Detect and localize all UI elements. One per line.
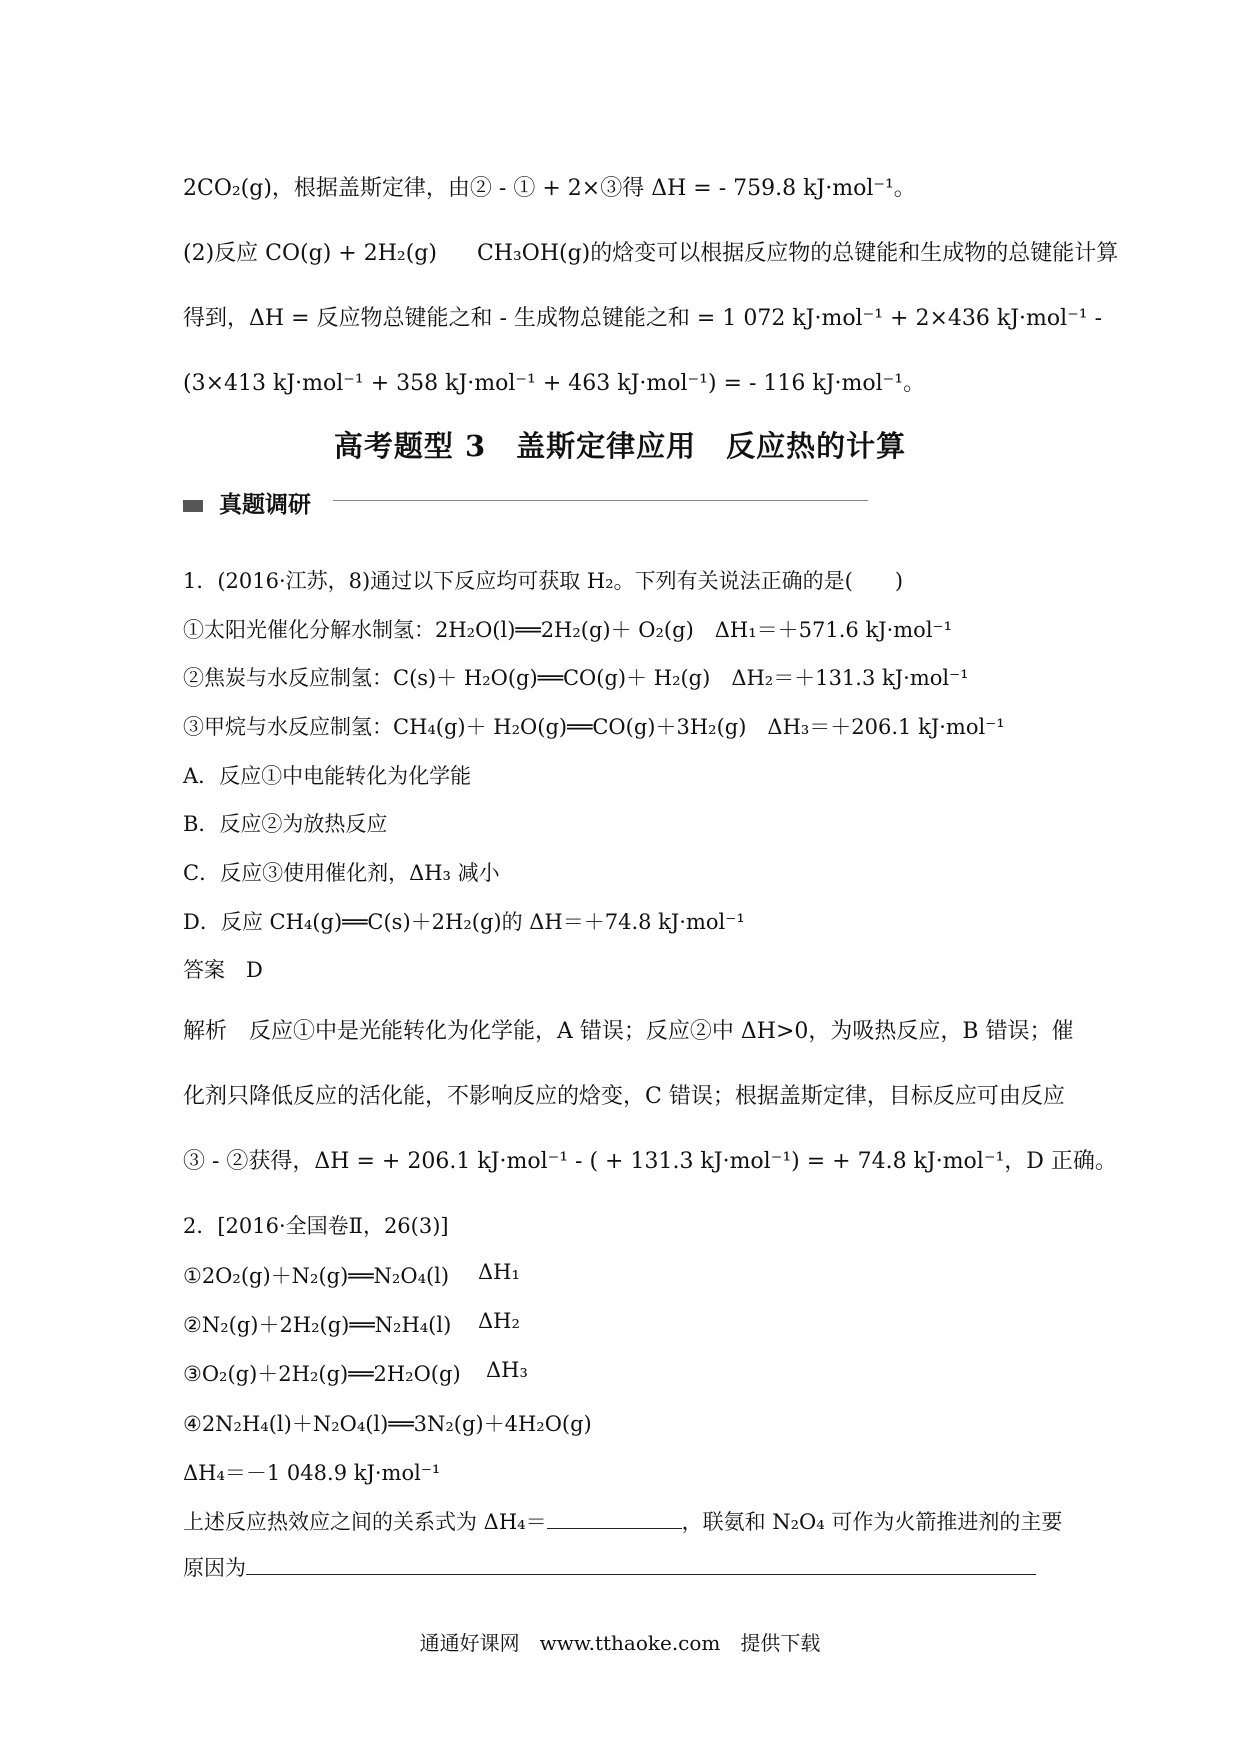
page-heading: 高考题型 3 盖斯定律应用 反应热的计算 bbox=[333, 429, 907, 463]
q2-eq-2-dh: ΔH₂ bbox=[478, 1309, 520, 1333]
section-label: 真题调研 bbox=[219, 491, 311, 518]
q1-stem: 1．(2016·江苏，8)通过以下反应均可获取 H₂。下列有关说法正确的是( ) bbox=[183, 569, 904, 593]
q1-reaction-2: ②焦炭与水反应制氢：C(s)＋ H₂O(g)══CO(g)＋ H₂(g) ΔH₂＝＋131.3 kJ·mol⁻¹ bbox=[183, 666, 969, 690]
continuation-line-3: 得到，ΔH = 反应物总键能之和 - 生成物总键能之和 = 1 072 kJ·mol⁻¹ + 2×436 kJ·mol⁻¹ - bbox=[183, 306, 1103, 331]
q2-eq-4-dh: ΔH₄＝－1 048.9 kJ·mol⁻¹ bbox=[183, 1461, 441, 1485]
section-square-icon bbox=[183, 500, 203, 512]
q2-fill-line-2 bbox=[183, 1552, 1036, 1582]
q2-answer-blank-2[interactable] bbox=[246, 1556, 1036, 1575]
q1-reaction-1: ①太阳光催化分解水制氢：2H₂O(l)══2H₂(g)＋ O₂(g) ΔH₁＝＋571.6 kJ·mol⁻¹ bbox=[183, 618, 953, 642]
q1-analysis-1: 解析 反应①中是光能转化为化学能，A 错误；反应②中 ΔH>0，为吸热反应，B 错误；催 bbox=[183, 1019, 1074, 1044]
q2-eq-4: ④2N₂H₄(l)＋N₂O₄(l)══3N₂(g)＋4H₂O(g) bbox=[183, 1412, 592, 1436]
q2-fill-1-text-a: 上述反应热效应之间的关系式为 ΔH₄＝ bbox=[183, 1510, 547, 1534]
section-header bbox=[183, 486, 311, 519]
q2-eq-1-dh: ΔH₁ bbox=[478, 1260, 520, 1284]
q1-option-a: A．反应①中电能转化为化学能 bbox=[183, 764, 472, 788]
q2-fill-line-1 bbox=[183, 1506, 1062, 1536]
q1-answer: 答案 D bbox=[183, 958, 263, 982]
continuation-line-2b: CH₃OH(g)的焓变可以根据反应物的总键能和生成物的总键能计算 bbox=[476, 241, 1119, 266]
q2-stem: 2．[2016·全国卷Ⅱ，26(3)] bbox=[183, 1214, 449, 1238]
page-footer: 通通好课网 www.tthaoke.com 提供下载 bbox=[419, 1631, 821, 1655]
continuation-line-4: (3×413 kJ·mol⁻¹ + 358 kJ·mol⁻¹ + 463 kJ·mol⁻¹) = - 116 kJ·mol⁻¹。 bbox=[183, 371, 926, 396]
q2-eq-2: ②N₂(g)＋2H₂(g)══N₂H₄(l) bbox=[183, 1313, 452, 1337]
q2-eq-3-dh: ΔH₃ bbox=[486, 1358, 528, 1382]
continuation-line-1: 2CO₂(g)，根据盖斯定律，由② - ① + 2×③得 ΔH = - 759.8 kJ·mol⁻¹。 bbox=[183, 176, 916, 201]
q1-option-b: B．反应②为放热反应 bbox=[183, 812, 388, 836]
continuation-line-2a: (2)反应 CO(g) + 2H₂(g) bbox=[183, 241, 437, 266]
q1-option-d: D．反应 CH₄(g)══C(s)＋2H₂(g)的 ΔH＝＋74.8 kJ·mol⁻¹ bbox=[183, 910, 745, 934]
section-rule bbox=[333, 500, 868, 501]
continuation-line-2 bbox=[183, 236, 1118, 267]
q1-analysis-3: ③ - ②获得，ΔH = + 206.1 kJ·mol⁻¹ - ( + 131.3 kJ·mol⁻¹) = + 74.8 kJ·mol⁻¹，D 正确。 bbox=[183, 1149, 1117, 1174]
q1-reaction-3: ③甲烷与水反应制氢：CH₄(g)＋ H₂O(g)══CO(g)＋3H₂(g) ΔH₃＝＋206.1 kJ·mol⁻¹ bbox=[183, 715, 1005, 739]
q2-answer-blank-1[interactable] bbox=[547, 1510, 682, 1529]
q2-fill-1-text-b: ，联氨和 N₂O₄ 可作为火箭推进剂的主要 bbox=[681, 1510, 1063, 1534]
q1-option-c: C．反应③使用催化剂，ΔH₃ 减小 bbox=[183, 861, 500, 885]
q2-eq-3: ③O₂(g)＋2H₂(g)══2H₂O(g) bbox=[183, 1362, 461, 1386]
q1-analysis-2: 化剂只降低反应的活化能，不影响反应的焓变，C 错误；根据盖斯定律，目标反应可由反应 bbox=[183, 1084, 1065, 1109]
q2-eq-1: ①2O₂(g)＋N₂(g)══N₂O₄(l) bbox=[183, 1264, 450, 1288]
q2-fill-2-text: 原因为 bbox=[183, 1556, 246, 1580]
